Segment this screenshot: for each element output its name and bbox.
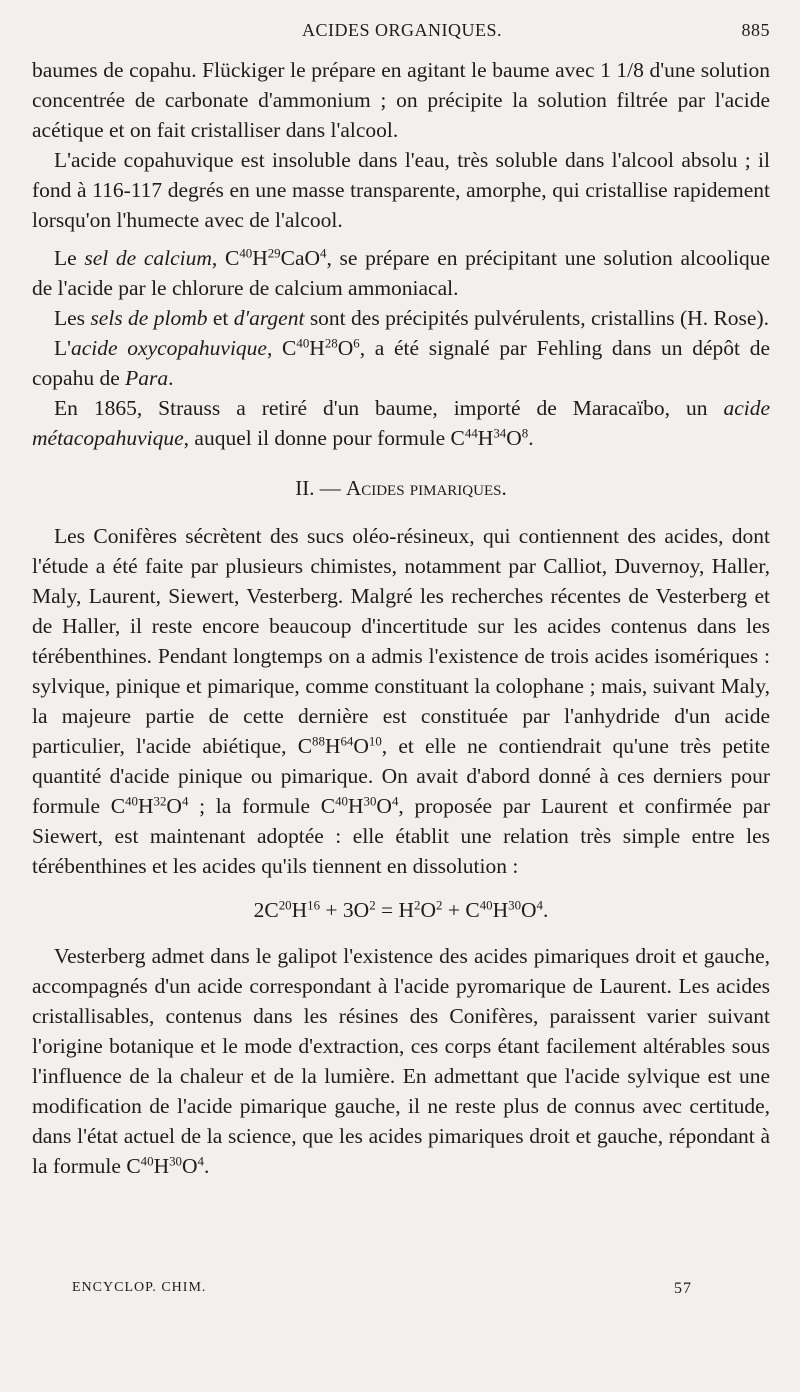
page-footer <box>72 1280 692 1302</box>
term-sel-de-calcium: sel de calcium <box>84 246 212 270</box>
signature-number: 57 <box>674 1280 692 1297</box>
section-heading: II. — Acides pimariques. <box>295 476 507 500</box>
page-number: 885 <box>741 20 770 40</box>
running-title: ACIDES ORGANIQUES. <box>301 20 502 40</box>
paragraph-4: Les sels de plomb et d'argent sont des précipités pulvérulents, cristallins (H. Rose). <box>54 306 769 330</box>
paragraph-2: L'acide copahuvique est insoluble dans l'eau, très soluble dans l'alcool absolu ; il fond à 116-117 degrés en une masse transparente, amorphe, qui cristallise rapidement lorsqu'on l'humecte avec de l'alcool. <box>32 148 770 232</box>
footer-signature: ENCYCLOP. CHIM. <box>72 1280 207 1295</box>
paragraph-3: Le sel de calcium, $C^{40}H^{29}CaO^4$, se prépare en précipitant une solution alcoolique de l'acide par le chlorure de calcium ammoniacal. <box>32 246 770 300</box>
paragraph-5: L'acide oxycopahuvique, $C^{40}H^{28}O^6$, a été signalé par Fehling dans un dépôt de copahu de Para. <box>32 336 770 390</box>
paragraph-8: Vesterberg admet dans le galipot l'existence des acides pimariques droit et gauche, accompagnés d'un acide correspondant à l'acide pyromarique de Laurent. Les acides cristallisables, contenus dans les résines des Conifères, paraissent varier suivant l'origine botanique et le mode d'extraction, ces corps étant facilement altérables sous l'influence de la chaleur et de la lumière. En admettant que l'acide sylvique est une modification de l'acide pimarique gauche, il ne reste plus de connus avec certitude, dans l'état actuel de la science, que les acides pimariques droit et gauche, répondant à la formule $C^{40}H^{30}O^4$. <box>32 944 770 1178</box>
paragraph-7: Les Conifères sécrètent des sucs oléo-résineux, qui contiennent des acides, dont l'étude a été faite par plusieurs chimistes, notamment par Calliot, Duvernoy, Haller, Maly, Laurent, Siewert, Vesterberg. Malgré les recherches récentes de Vesterberg et de Haller, il reste encore beaucoup d'incertitude sur les acides contenus dans les térébenthines. Pendant longtemps on a admis l'existence de trois acides isomériques : sylvique, pinique et pimarique, comme constituant la colophane ; mais, suivant Maly, la majeure partie de cette dernière est constituée par l'anhydride d'un acide particulier, l'acide abiétique, $C^{88}H^{64}O^{10}$, et elle ne contiendrait qu'une très petite quantité d'acide pinique ou pimarique. On avait d'abord donné à ces derniers pour formule $C^{40}H^{32}O^4$ ; la formule $C^{40}H^{30}O^4$, proposée par Laurent et confirmée par Siewert, est maintenant adoptée : elle établit une relation très simple entre les térébenthines et les acides qu'ils tiennent en dissolution : <box>32 524 771 878</box>
chemical-equation: $2C^{20}H^{16} + 3O^2 = H^2O^2 + C^{40}H^{30}O^4$. <box>253 898 549 922</box>
body-text <box>32 55 770 1181</box>
running-header <box>34 20 770 46</box>
paragraph-1: baumes de copahu. Flückiger le prépare en agitant le baume avec 1 1/8 d'une solution concentrée de carbonate d'ammonium ; on précipite la solution filtrée par l'acide acétique et on fait cristalliser dans l'alcool. <box>32 58 770 142</box>
paragraph-6: En 1865, Strauss a retiré d'un baume, importé de Maracaïbo, un acide métacopahuvique, auquel il donne pour formule $C^{44}H^{34}O^8$. <box>32 396 770 450</box>
